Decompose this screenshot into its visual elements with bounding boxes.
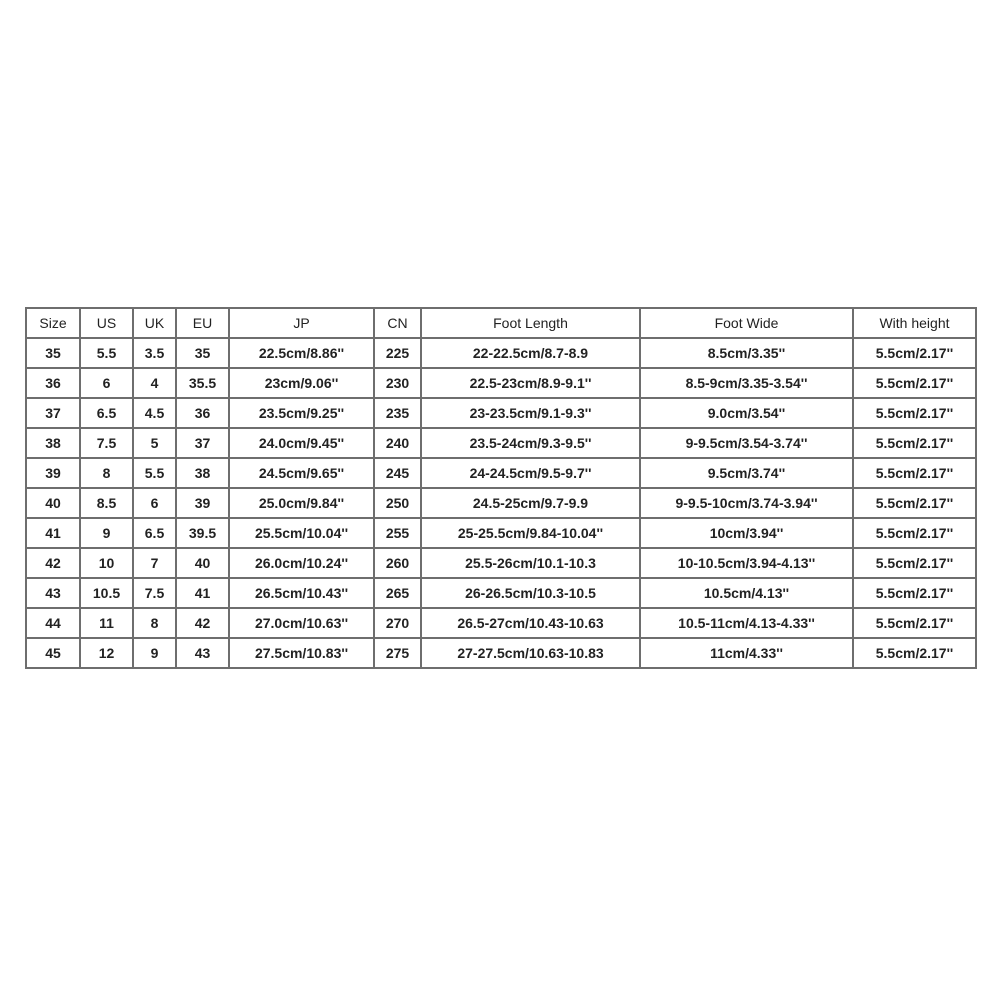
table-cell-eu: 37 [176,428,229,458]
table-cell-with-height: 5.5cm/2.17'' [853,578,976,608]
table-row [26,578,976,608]
table-cell-foot-length: 26-26.5cm/10.3-10.5 [421,578,640,608]
table-cell-cn: 250 [374,488,421,518]
column-header-foot-wide: Foot Wide [640,308,853,338]
table-cell-size: 37 [26,398,80,428]
table-row [26,458,976,488]
table-cell-foot-length: 23-23.5cm/9.1-9.3'' [421,398,640,428]
table-row [26,338,976,368]
table-cell-size: 44 [26,608,80,638]
table-cell-eu: 39 [176,488,229,518]
table-cell-with-height: 5.5cm/2.17'' [853,518,976,548]
column-header-eu: EU [176,308,229,338]
table-cell-size: 35 [26,338,80,368]
table-cell-us: 6.5 [80,398,133,428]
table-cell-foot-length: 23.5-24cm/9.3-9.5'' [421,428,640,458]
table-cell-size: 42 [26,548,80,578]
table-cell-cn: 230 [374,368,421,398]
table-cell-with-height: 5.5cm/2.17'' [853,368,976,398]
table-cell-foot-length: 26.5-27cm/10.43-10.63 [421,608,640,638]
table-cell-uk: 4 [133,368,176,398]
header-row [26,308,976,338]
table-cell-foot-length: 22-22.5cm/8.7-8.9 [421,338,640,368]
table-cell-jp: 26.0cm/10.24'' [229,548,374,578]
table-cell-foot-length: 22.5-23cm/8.9-9.1'' [421,368,640,398]
table-cell-jp: 24.5cm/9.65'' [229,458,374,488]
table-cell-cn: 245 [374,458,421,488]
table-cell-us: 11 [80,608,133,638]
table-cell-uk: 8 [133,608,176,638]
table-cell-foot-length: 25.5-26cm/10.1-10.3 [421,548,640,578]
table-cell-uk: 7.5 [133,578,176,608]
size-chart-table [25,307,977,669]
table-cell-eu: 35 [176,338,229,368]
table-cell-eu: 39.5 [176,518,229,548]
table-cell-foot-wide: 11cm/4.33'' [640,638,853,668]
table-cell-jp: 25.5cm/10.04'' [229,518,374,548]
table-cell-foot-wide: 8.5cm/3.35'' [640,338,853,368]
table-row [26,518,976,548]
table-cell-size: 40 [26,488,80,518]
table-cell-us: 10.5 [80,578,133,608]
table-cell-uk: 7 [133,548,176,578]
table-row [26,488,976,518]
column-header-size: Size [26,308,80,338]
column-header-cn: CN [374,308,421,338]
table-cell-with-height: 5.5cm/2.17'' [853,608,976,638]
table-cell-jp: 22.5cm/8.86'' [229,338,374,368]
table-cell-foot-length: 24-24.5cm/9.5-9.7'' [421,458,640,488]
table-cell-foot-wide: 9-9.5cm/3.54-3.74'' [640,428,853,458]
table-cell-uk: 6.5 [133,518,176,548]
size-chart-header [26,308,976,338]
table-cell-foot-wide: 9-9.5-10cm/3.74-3.94'' [640,488,853,518]
table-cell-jp: 23.5cm/9.25'' [229,398,374,428]
table-cell-foot-wide: 10.5-11cm/4.13-4.33'' [640,608,853,638]
table-cell-foot-wide: 9.5cm/3.74'' [640,458,853,488]
table-cell-us: 7.5 [80,428,133,458]
table-cell-foot-wide: 8.5-9cm/3.35-3.54'' [640,368,853,398]
table-cell-us: 5.5 [80,338,133,368]
table-cell-cn: 255 [374,518,421,548]
table-cell-uk: 4.5 [133,398,176,428]
table-cell-jp: 26.5cm/10.43'' [229,578,374,608]
table-cell-size: 38 [26,428,80,458]
table-cell-eu: 38 [176,458,229,488]
table-cell-uk: 9 [133,638,176,668]
table-cell-foot-length: 25-25.5cm/9.84-10.04'' [421,518,640,548]
table-cell-size: 45 [26,638,80,668]
table-cell-foot-wide: 10cm/3.94'' [640,518,853,548]
table-cell-foot-wide: 10-10.5cm/3.94-4.13'' [640,548,853,578]
table-cell-eu: 35.5 [176,368,229,398]
table-cell-with-height: 5.5cm/2.17'' [853,458,976,488]
table-cell-eu: 40 [176,548,229,578]
table-cell-eu: 43 [176,638,229,668]
table-cell-with-height: 5.5cm/2.17'' [853,548,976,578]
table-cell-jp: 23cm/9.06'' [229,368,374,398]
table-row [26,638,976,668]
table-cell-size: 39 [26,458,80,488]
table-cell-uk: 3.5 [133,338,176,368]
table-cell-uk: 5.5 [133,458,176,488]
table-cell-us: 8 [80,458,133,488]
table-cell-cn: 275 [374,638,421,668]
table-cell-size: 36 [26,368,80,398]
table-row [26,608,976,638]
table-cell-foot-wide: 10.5cm/4.13'' [640,578,853,608]
table-cell-uk: 6 [133,488,176,518]
column-header-jp: JP [229,308,374,338]
table-cell-foot-wide: 9.0cm/3.54'' [640,398,853,428]
table-row [26,428,976,458]
table-cell-jp: 27.5cm/10.83'' [229,638,374,668]
table-cell-us: 10 [80,548,133,578]
table-cell-cn: 265 [374,578,421,608]
size-chart-container [25,307,975,669]
table-cell-with-height: 5.5cm/2.17'' [853,488,976,518]
table-cell-jp: 27.0cm/10.63'' [229,608,374,638]
table-cell-cn: 235 [374,398,421,428]
table-cell-cn: 240 [374,428,421,458]
table-cell-with-height: 5.5cm/2.17'' [853,338,976,368]
table-cell-with-height: 5.5cm/2.17'' [853,398,976,428]
table-cell-foot-length: 24.5-25cm/9.7-9.9 [421,488,640,518]
table-cell-eu: 42 [176,608,229,638]
size-chart-body [26,338,976,668]
column-header-uk: UK [133,308,176,338]
column-header-with-height: With height [853,308,976,338]
table-cell-us: 9 [80,518,133,548]
table-cell-us: 8.5 [80,488,133,518]
column-header-foot-length: Foot Length [421,308,640,338]
table-cell-with-height: 5.5cm/2.17'' [853,428,976,458]
table-cell-jp: 24.0cm/9.45'' [229,428,374,458]
table-cell-us: 6 [80,368,133,398]
table-cell-with-height: 5.5cm/2.17'' [853,638,976,668]
table-cell-size: 41 [26,518,80,548]
table-row [26,548,976,578]
table-row [26,368,976,398]
table-row [26,398,976,428]
table-cell-foot-length: 27-27.5cm/10.63-10.83 [421,638,640,668]
column-header-us: US [80,308,133,338]
table-cell-eu: 41 [176,578,229,608]
table-cell-us: 12 [80,638,133,668]
table-cell-cn: 260 [374,548,421,578]
table-cell-cn: 225 [374,338,421,368]
table-cell-size: 43 [26,578,80,608]
table-cell-cn: 270 [374,608,421,638]
table-cell-uk: 5 [133,428,176,458]
table-cell-eu: 36 [176,398,229,428]
table-cell-jp: 25.0cm/9.84'' [229,488,374,518]
